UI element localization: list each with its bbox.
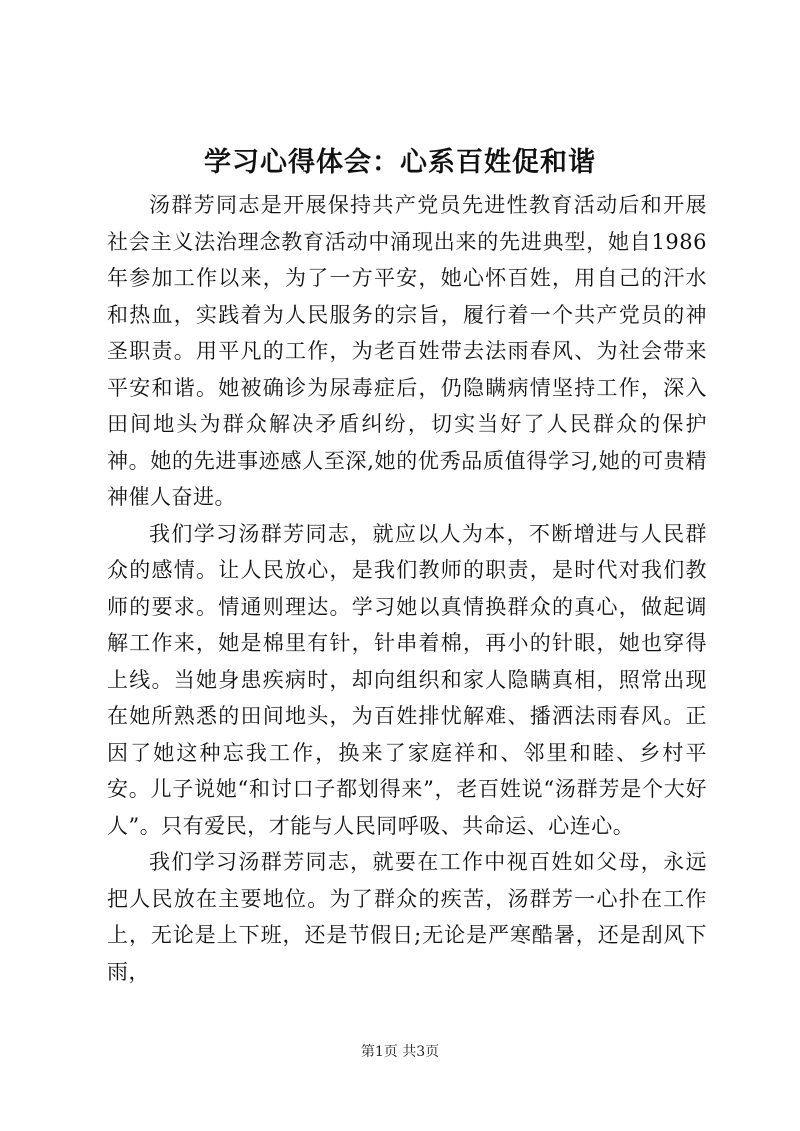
document-title: 学习心得体会：心系百姓促和谐 [204, 147, 596, 178]
document-body [107, 187, 707, 990]
paragraph-2: 我们学习汤群芳同志，就应以人为本，不断增进与人民群众的感情。让人民放心，是我们教师的职责，是时代对我们教师的要求。情通则理达。学习她以真情换群众的真心，做起调解工作来，她是棉里有针，针串着棉，再小的针眼，她也穿得上线。当她身患疾病时，却向组织和家人隐瞒真相，照常出现在她所熟悉的田间地头，为百姓排忧解难、播洒法雨春风。正因了她这种忘我工作，换来了家庭祥和、邻里和睦、乡村平安。儿子说她“和讨口子都划得来”，老百姓说“汤群芳是个大好人”。只有爱民，才能与人民同呼吸、共命运、心连心。 [107, 521, 707, 838]
paragraph-1: 汤群芳同志是开展保持共产党员先进性教育活动后和开展社会主义法治理念教育活动中涌现出来的先进典型，她自1986年参加工作以来，为了一方平安，她心怀百姓，用自己的汗水和热血，实践着为人民服务的宗旨，履行着一个共产党员的神圣职责。用平凡的工作，为老百姓带去法雨春风、为社会带来平安和谐。她被确诊为尿毒症后，仍隐瞒病情坚持工作，深入田间地头为群众解决矛盾纠纷，切实当好了人民群众的保护神。她的先进事迹感人至深,她的优秀品质值得学习,她的可贵精神催人奋进。 [107, 193, 707, 509]
page-number-footer: 第1页 共3页 [360, 1044, 440, 1060]
paragraph-3: 我们学习汤群芳同志，就要在工作中视百姓如父母，永远把人民放在主要地位。为了群众的疾苦，汤群芳一心扑在工作上，无论是上下班，还是节假日;无论是严寒酷暑，还是刮风下雨， [107, 850, 707, 984]
